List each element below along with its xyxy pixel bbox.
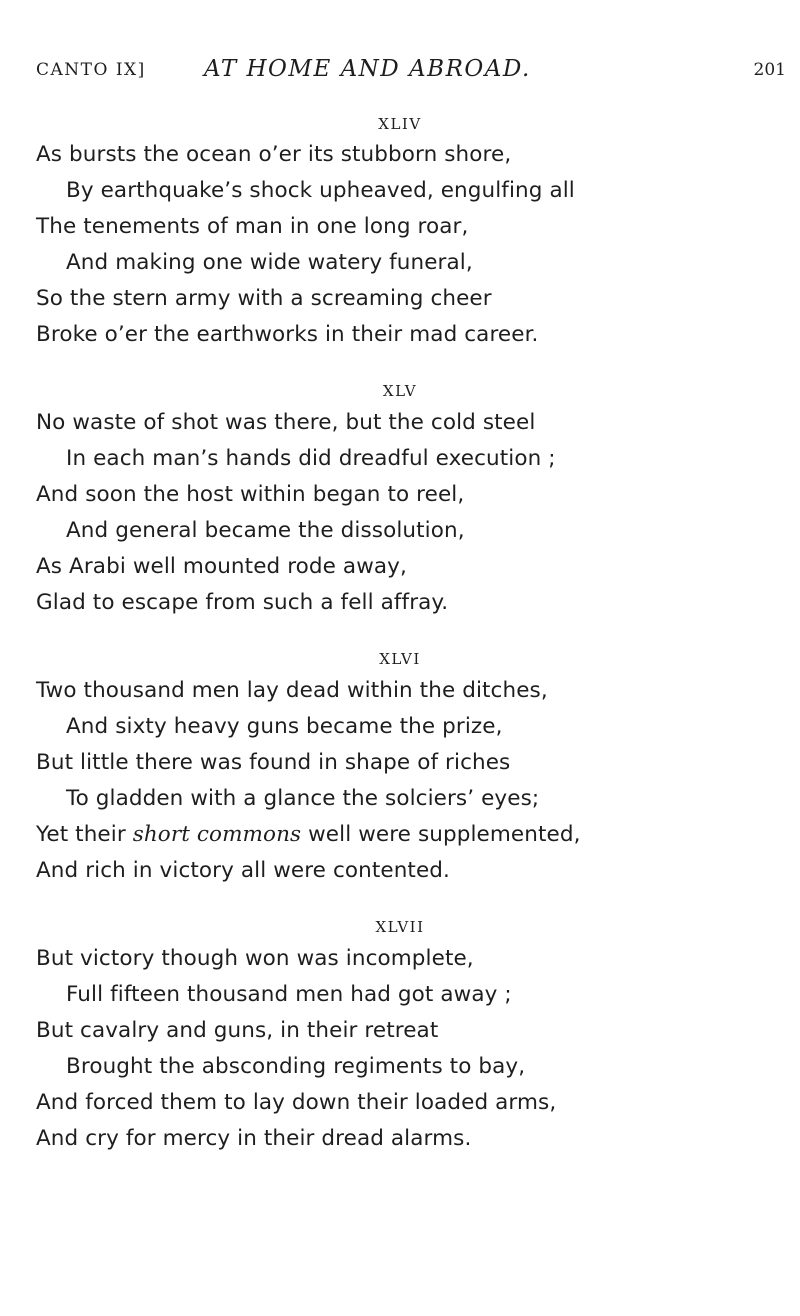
verse-line: In each man’s hands did dreadful execution ; bbox=[66, 446, 556, 471]
stanza-number: XLVII bbox=[375, 918, 425, 936]
verse-line: But little there was found in shape of riches bbox=[36, 750, 511, 775]
stanza-number: XLV bbox=[382, 382, 418, 400]
verse-line: By earthquake’s shock upheaved, engulfing all bbox=[66, 178, 575, 203]
verse-line: So the stern army with a screaming cheer bbox=[36, 286, 492, 311]
verse-line: And general became the dissolution, bbox=[66, 518, 465, 543]
verse-line: But cavalry and guns, in their retreat bbox=[36, 1018, 439, 1043]
verse-line: To gladden with a glance the solciers’ eyes; bbox=[66, 786, 540, 811]
verse-line bbox=[36, 822, 581, 847]
verse-line: Broke o’er the earthworks in their mad career. bbox=[36, 322, 539, 347]
verse-line: And cry for mercy in their dread alarms. bbox=[36, 1126, 472, 1151]
verse-line: And soon the host within began to reel, bbox=[36, 482, 465, 507]
canto-label: CANTO IX] bbox=[36, 60, 146, 80]
verse-line: The tenements of man in one long roar, bbox=[36, 214, 469, 239]
verse-line: Glad to escape from such a fell affray. bbox=[36, 590, 449, 615]
book-title: AT HOME AND ABROAD. bbox=[204, 56, 531, 82]
verse-line: Brought the absconding regiments to bay, bbox=[66, 1054, 526, 1079]
verse-line: And rich in victory all were contented. bbox=[36, 858, 450, 883]
verse-line: No waste of shot was there, but the cold steel bbox=[36, 410, 536, 435]
verse-text: well were supplemented, bbox=[301, 822, 581, 847]
stanza-number: XLVI bbox=[379, 650, 421, 668]
verse-line: As Arabi well mounted rode away, bbox=[36, 554, 407, 579]
verse-line: And sixty heavy guns became the prize, bbox=[66, 714, 503, 739]
stanza-number: XLIV bbox=[378, 115, 422, 133]
running-head bbox=[36, 56, 786, 86]
page-number: 201 bbox=[753, 60, 786, 80]
verse-text: Yet their bbox=[36, 822, 133, 847]
verse-line: And forced them to lay down their loaded arms, bbox=[36, 1090, 557, 1115]
italic-phrase: short commons bbox=[132, 822, 302, 847]
verse-line: And making one wide watery funeral, bbox=[66, 250, 473, 275]
verse-line: Full fifteen thousand men had got away ; bbox=[66, 982, 512, 1007]
verse-line: But victory though won was incomplete, bbox=[36, 946, 474, 971]
verse-line: As bursts the ocean o’er its stubborn shore, bbox=[36, 142, 512, 167]
verse-line: Two thousand men lay dead within the ditches, bbox=[36, 678, 548, 703]
